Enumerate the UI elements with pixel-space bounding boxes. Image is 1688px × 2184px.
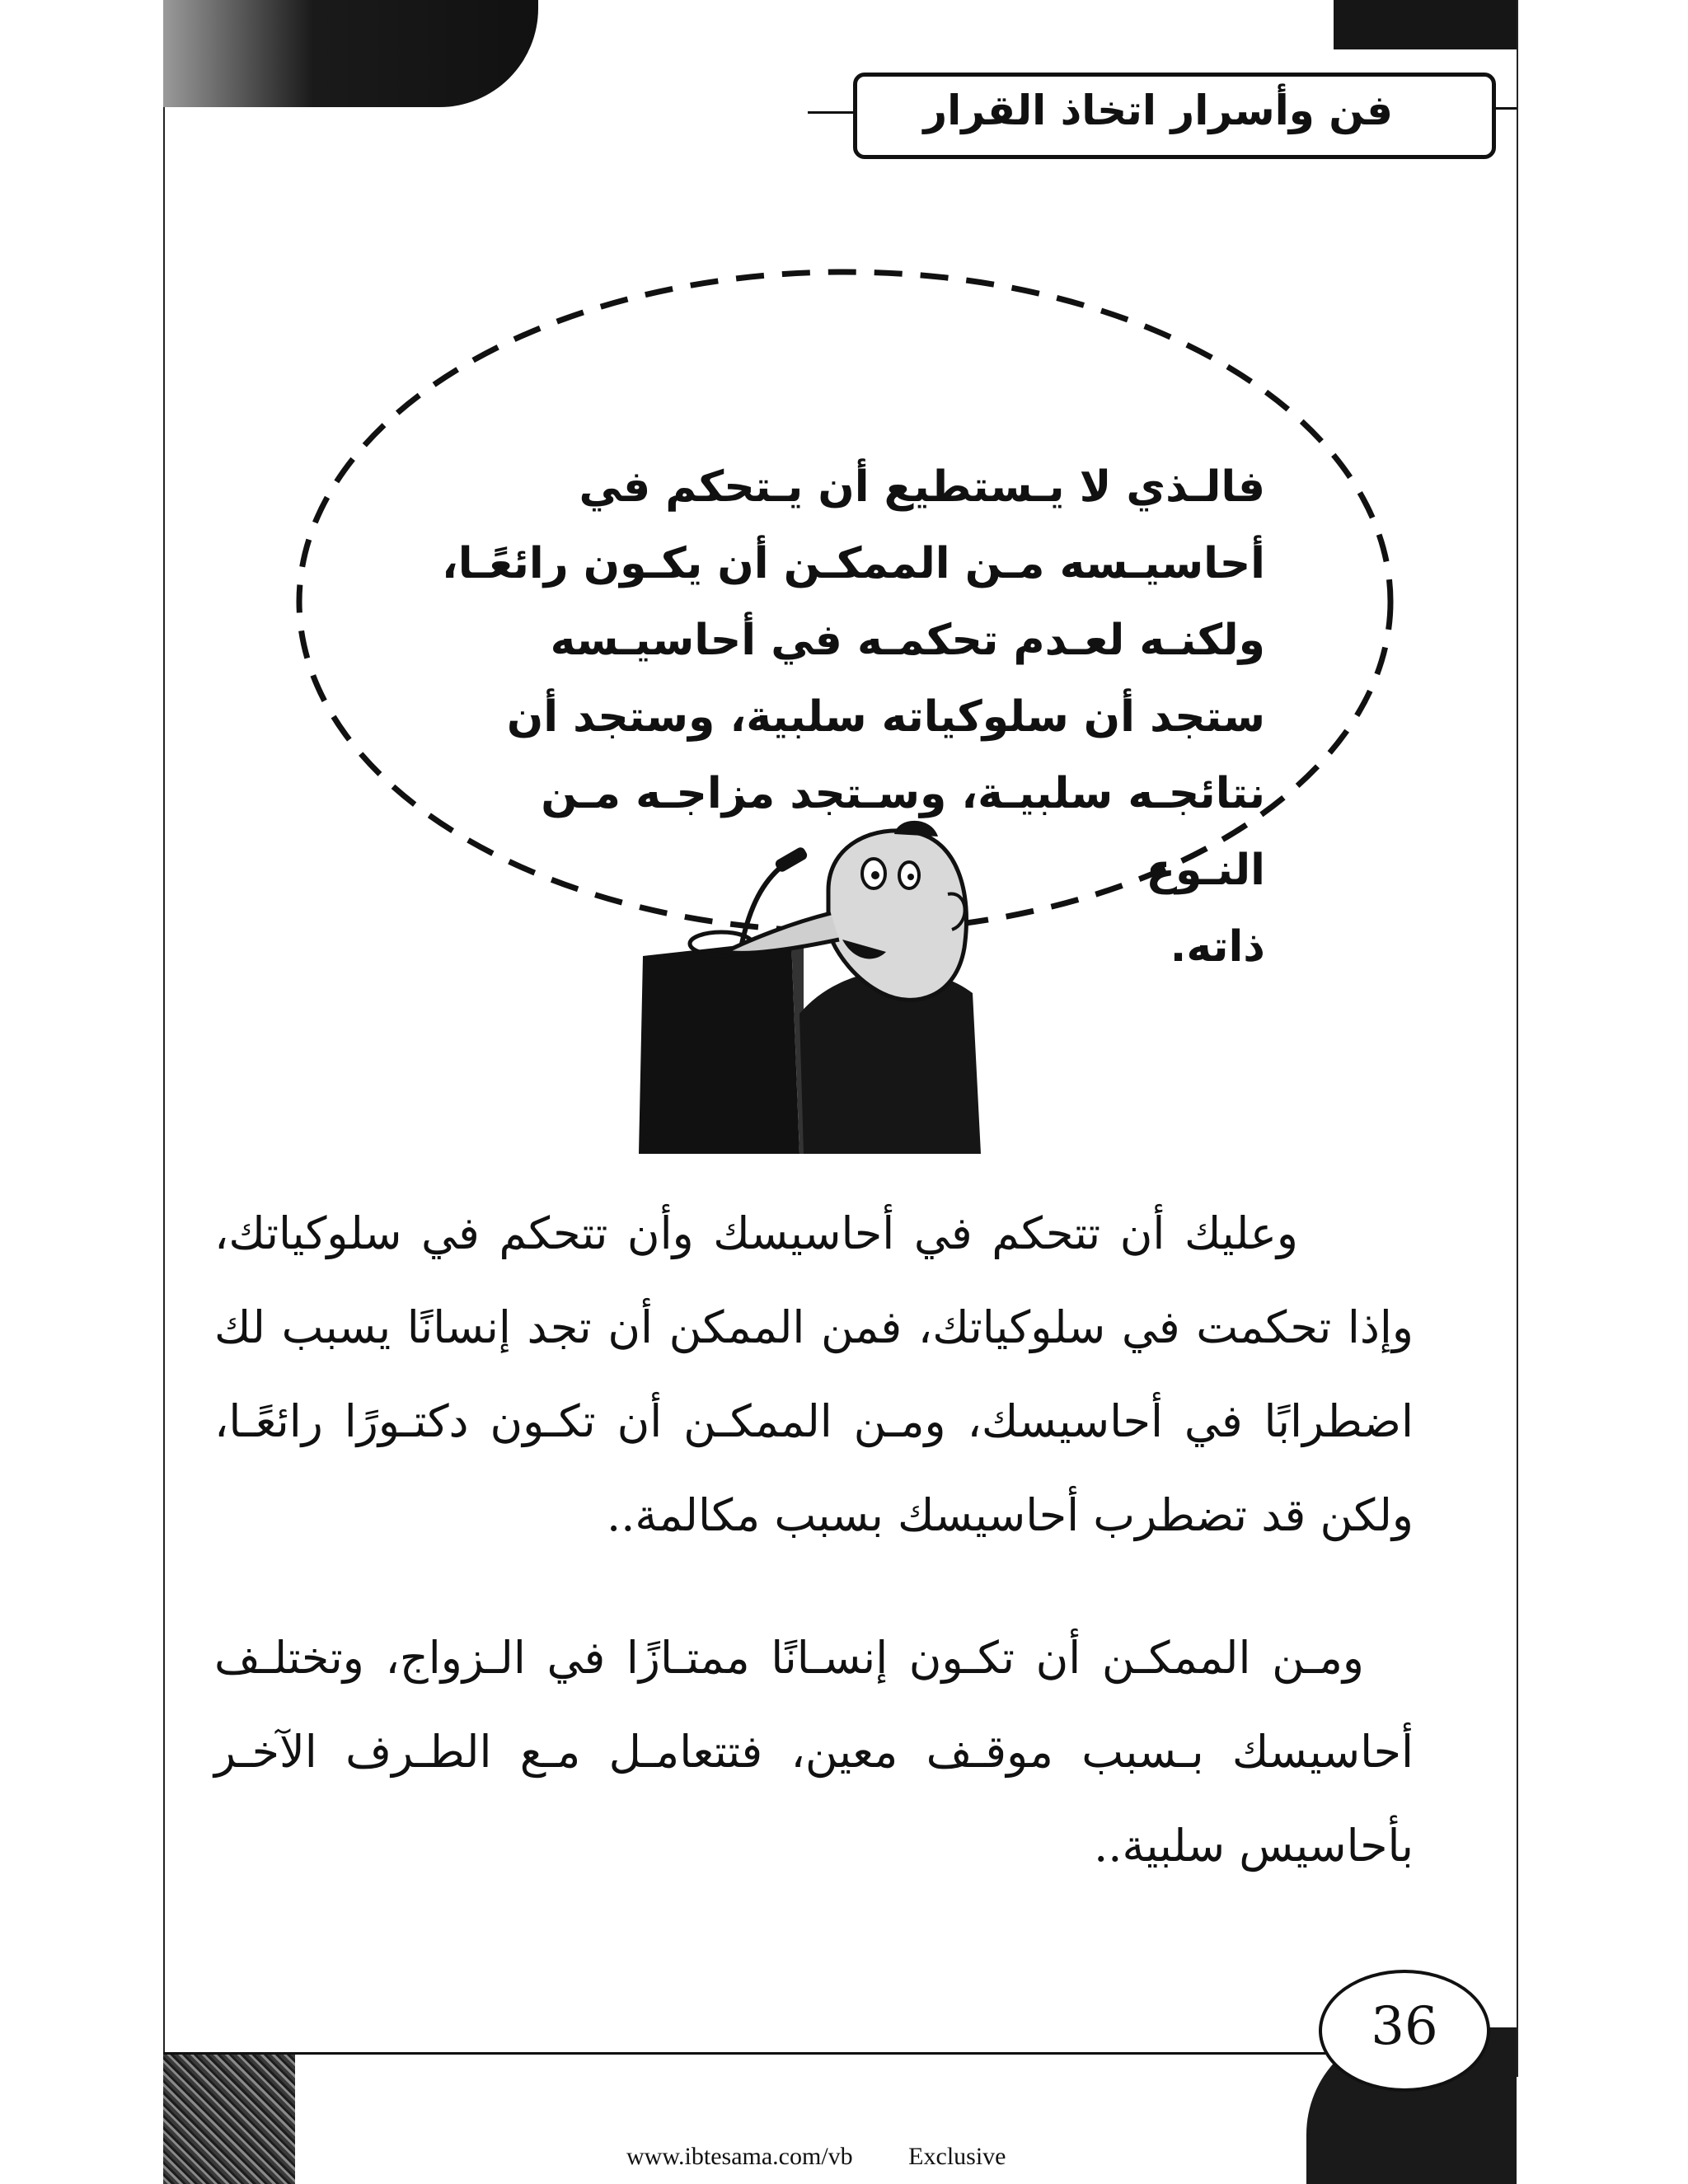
bubble-line: ولكنـه لعـدم تحكمـه في أحاسيـسه (550, 616, 1265, 665)
speaker-at-podium-illustration (626, 816, 989, 1154)
footer-url: www.ibtesama.com/vb (626, 2143, 853, 2170)
page-number: 36 (1371, 1996, 1438, 2057)
footer-label: Exclusive (908, 2143, 1006, 2170)
bubble-line: نتائجـه سلبيـة، وسـتجد مزاجـه مـن النـوع (541, 769, 1265, 895)
decorative-corner-bottom-left (163, 2052, 295, 2184)
paragraph-line: وعليك أن تتحكم في أحاسيسك وأن تتحكم في سلوكياتك، (214, 1207, 1298, 1259)
running-header (853, 73, 1496, 159)
paragraph-1 (214, 1187, 1414, 1563)
footer-rule (163, 2052, 1325, 2055)
page-border-right (1517, 0, 1518, 2077)
paragraph-line: وإذا تحكمت في سلوكياتك، فمن الممكن أن تجد إنسانًا يسبب لك (214, 1301, 1414, 1353)
page-number-badge (1319, 1970, 1490, 2092)
bubble-line: فالـذي لا يـستطيع أن يـتحكم في (579, 462, 1265, 512)
decorative-corner-top-left (163, 0, 538, 107)
paragraph-line: أحاسيسك بـسبب موقـف معين، فتتعامـل مـع الطـرف الآخـر (214, 1726, 1414, 1778)
decorative-corner-top-right (1334, 0, 1517, 49)
page-border-left (163, 0, 165, 2184)
paragraph-2 (214, 1611, 1414, 1893)
book-title: فن وأسرار اتخاذ القرار (923, 87, 1393, 134)
paragraph-line: اضطرابًا في أحاسيسك، ومـن الممكـن أن تكـون دكتـورًا رائعًـا، (214, 1395, 1414, 1447)
header-rule-left (808, 111, 857, 114)
bubble-line: ذاته. (1170, 922, 1265, 972)
paragraph-line: ولكن قد تضطرب أحاسيسك بسبب مكالمة.. (607, 1489, 1414, 1541)
bubble-line: ستجد أن سلوكياته سلبية، وستجد أن (506, 692, 1265, 742)
paragraph-line: بأحاسيس سلبية.. (1094, 1820, 1414, 1872)
scan-footer (626, 2143, 1203, 2171)
bubble-line: أحاسيـسه مـن الممكـن أن يكـون رائعًـا، (442, 539, 1265, 588)
paragraph-line: ومـن الممكـن أن تكـون إنسـانًا ممتـازًا في الـزواج، وتختلـف (214, 1632, 1364, 1684)
